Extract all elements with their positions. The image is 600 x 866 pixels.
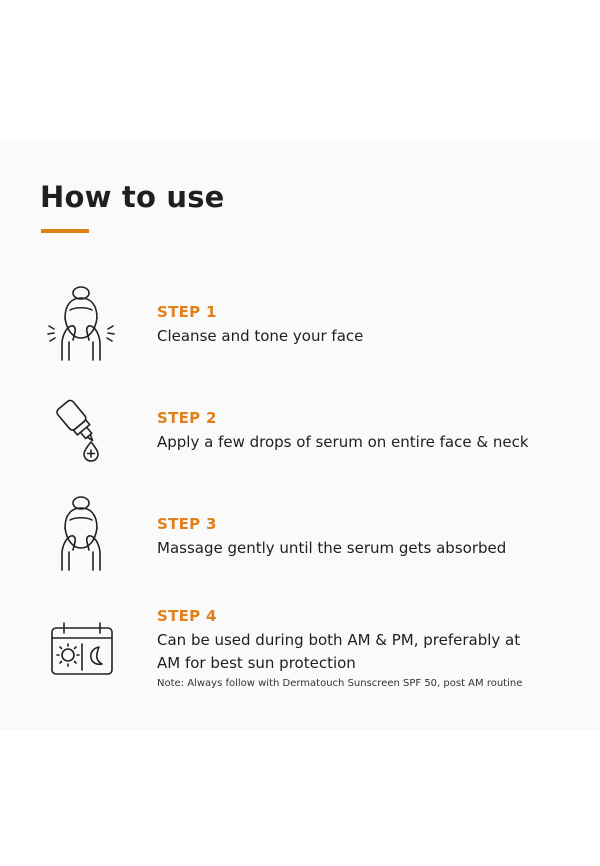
day-night-calendar-icon (40, 614, 122, 696)
face-wash-icon (40, 282, 122, 364)
face-massage-icon (40, 492, 122, 574)
step-1-description: Cleanse and tone your face (157, 327, 364, 345)
title-underline (41, 229, 89, 233)
step-3-description: Massage gently until the serum gets absorbed (157, 539, 507, 557)
step-4-label: STEP 4 (157, 607, 217, 625)
step-3-label: STEP 3 (157, 515, 217, 533)
step-4-description: Can be used during both AM & PM, preferably at AM for best sun protection (157, 631, 521, 672)
dropper-bottle-icon (40, 392, 122, 474)
step-2-label: STEP 2 (157, 409, 217, 427)
step-2-description: Apply a few drops of serum on entire face & neck (157, 433, 529, 451)
step-4-note: Note: Always follow with Dermatouch Sunscreen SPF 50, post AM routine (157, 678, 523, 689)
step-1-label: STEP 1 (157, 303, 217, 321)
page-title: How to use (40, 180, 225, 214)
